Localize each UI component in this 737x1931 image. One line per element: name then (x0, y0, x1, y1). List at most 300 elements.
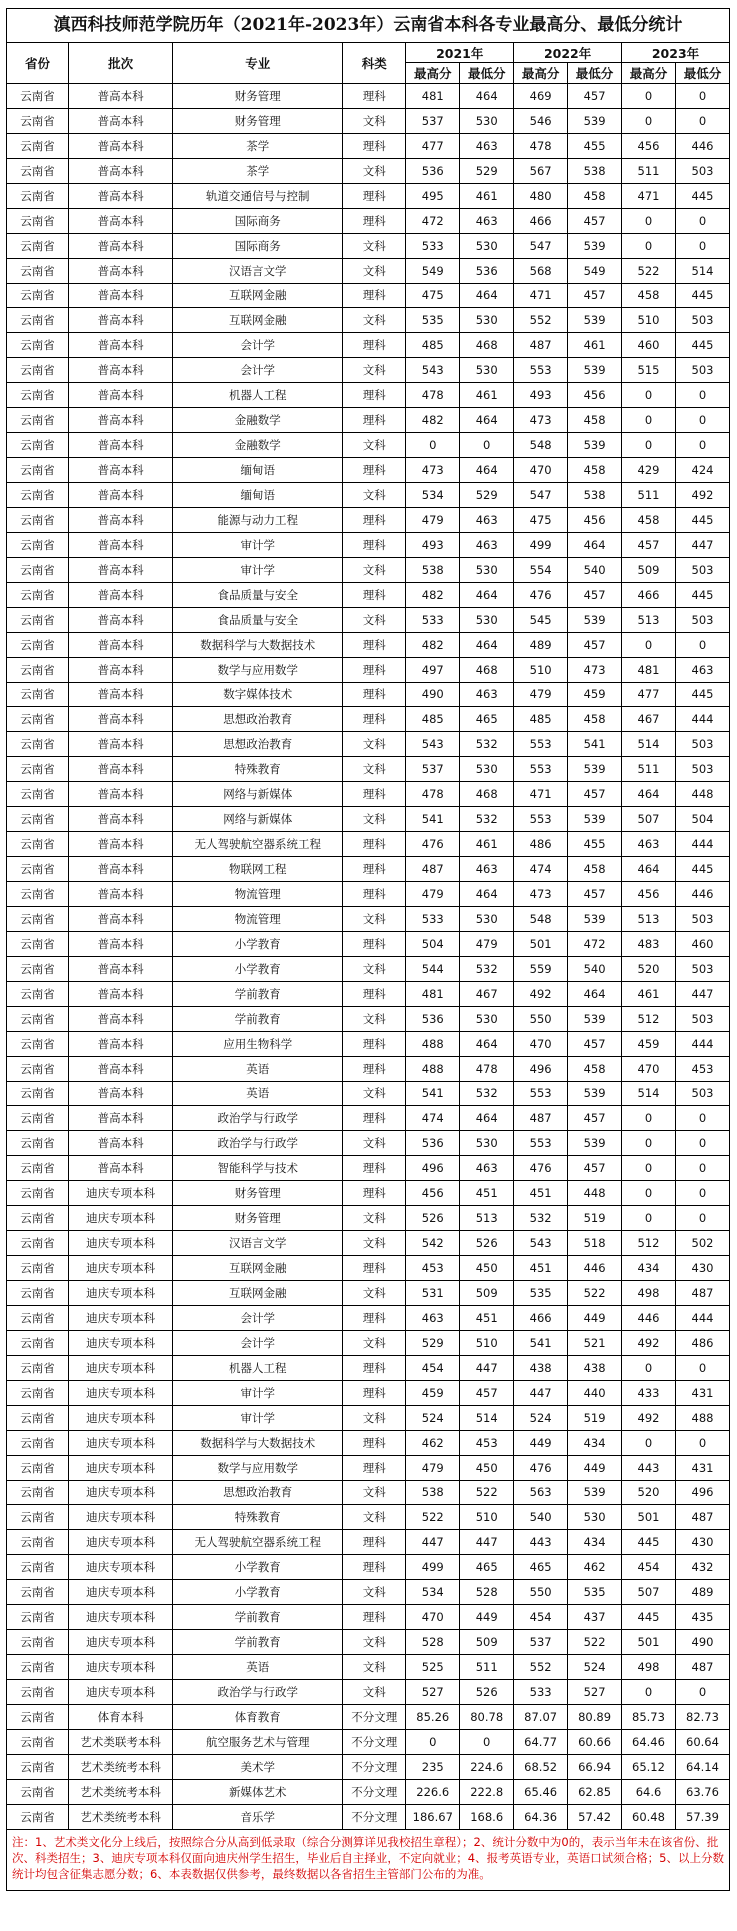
cell-batch: 普高本科 (68, 832, 172, 857)
cell-subject: 文科 (343, 956, 406, 981)
cell-2023-min: 444 (675, 707, 729, 732)
cell-2023-max: 85.73 (622, 1704, 676, 1729)
cell-batch: 普高本科 (68, 233, 172, 258)
cell-major: 金融数学 (173, 408, 343, 433)
cell-subject: 理科 (343, 931, 406, 956)
cell-batch: 普高本科 (68, 657, 172, 682)
cell-2021-max: 478 (406, 782, 460, 807)
cell-2022-max: 443 (514, 1530, 568, 1555)
cell-2023-min: 503 (675, 956, 729, 981)
cell-2021-min: 464 (460, 458, 514, 483)
cell-2023-min: 64.14 (675, 1754, 729, 1779)
cell-2023-max: 0 (622, 1430, 676, 1455)
cell-province: 云南省 (7, 84, 69, 109)
cell-2021-min: 464 (460, 84, 514, 109)
cell-2022-min: 540 (568, 557, 622, 582)
cell-major: 数学与应用数学 (173, 657, 343, 682)
cell-batch: 普高本科 (68, 882, 172, 907)
cell-2023-min: 0 (675, 1206, 729, 1231)
cell-batch: 迪庆专项本科 (68, 1256, 172, 1281)
cell-2023-min: 487 (675, 1655, 729, 1680)
cell-2021-min: 530 (460, 308, 514, 333)
cell-province: 云南省 (7, 1455, 69, 1480)
cell-2023-max: 464 (622, 857, 676, 882)
cell-2023-min: 503 (675, 607, 729, 632)
cell-major: 音乐学 (173, 1804, 343, 1829)
cell-2023-max: 512 (622, 1006, 676, 1031)
cell-major: 食品质量与安全 (173, 582, 343, 607)
cell-province: 云南省 (7, 233, 69, 258)
cell-major: 学前教育 (173, 1006, 343, 1031)
cell-province: 云南省 (7, 1305, 69, 1330)
cell-2022-max: 485 (514, 707, 568, 732)
cell-province: 云南省 (7, 956, 69, 981)
cell-2021-min: 510 (460, 1330, 514, 1355)
cell-2023-min: 503 (675, 158, 729, 183)
cell-major: 应用生物科学 (173, 1031, 343, 1056)
cell-province: 云南省 (7, 507, 69, 532)
table-row (7, 782, 730, 807)
cell-province: 云南省 (7, 208, 69, 233)
cell-2023-max: 477 (622, 682, 676, 707)
cell-2021-max: 475 (406, 283, 460, 308)
cell-subject: 文科 (343, 607, 406, 632)
cell-2021-min: 464 (460, 1031, 514, 1056)
cell-major: 机器人工程 (173, 383, 343, 408)
cell-2022-min: 449 (568, 1305, 622, 1330)
cell-batch: 普高本科 (68, 507, 172, 532)
table-row (7, 906, 730, 931)
cell-province: 云南省 (7, 857, 69, 882)
cell-2023-max: 467 (622, 707, 676, 732)
cell-2023-min: 0 (675, 1430, 729, 1455)
cell-2022-min: 524 (568, 1655, 622, 1680)
cell-2022-min: 457 (568, 84, 622, 109)
cell-2021-min: 468 (460, 782, 514, 807)
cell-province: 云南省 (7, 1655, 69, 1680)
cell-2021-min: 478 (460, 1056, 514, 1081)
table-row (7, 1630, 730, 1655)
cell-2022-max: 496 (514, 1056, 568, 1081)
cell-2021-min: 479 (460, 931, 514, 956)
cell-2023-max: 461 (622, 981, 676, 1006)
cell-subject: 文科 (343, 1281, 406, 1306)
cell-2022-max: 474 (514, 857, 568, 882)
cell-2022-max: 451 (514, 1181, 568, 1206)
header-batch: 批次 (68, 43, 172, 84)
cell-2022-min: 538 (568, 483, 622, 508)
cell-2022-min: 457 (568, 1106, 622, 1131)
cell-2023-min: 453 (675, 1056, 729, 1081)
cell-2022-max: 547 (514, 483, 568, 508)
cell-2022-max: 438 (514, 1355, 568, 1380)
cell-2023-max: 0 (622, 1106, 676, 1131)
table-row (7, 1131, 730, 1156)
cell-2022-min: 456 (568, 507, 622, 532)
cell-province: 云南省 (7, 1330, 69, 1355)
cell-2021-min: 463 (460, 133, 514, 158)
cell-2021-max: 544 (406, 956, 460, 981)
cell-subject: 文科 (343, 757, 406, 782)
cell-2023-min: 0 (675, 433, 729, 458)
cell-province: 云南省 (7, 607, 69, 632)
cell-2021-min: 532 (460, 807, 514, 832)
cell-2021-max: 479 (406, 882, 460, 907)
cell-province: 云南省 (7, 1181, 69, 1206)
cell-subject: 文科 (343, 1655, 406, 1680)
table-row (7, 1405, 730, 1430)
cell-2023-max: 446 (622, 1305, 676, 1330)
cell-2021-min: 530 (460, 233, 514, 258)
cell-2021-max: 482 (406, 408, 460, 433)
cell-batch: 迪庆专项本科 (68, 1281, 172, 1306)
cell-major: 机器人工程 (173, 1355, 343, 1380)
cell-2022-max: 559 (514, 956, 568, 981)
cell-major: 审计学 (173, 532, 343, 557)
cell-subject: 文科 (343, 1231, 406, 1256)
cell-2021-max: 497 (406, 657, 460, 682)
cell-subject: 文科 (343, 433, 406, 458)
cell-subject: 理科 (343, 657, 406, 682)
cell-province: 云南省 (7, 557, 69, 582)
cell-province: 云南省 (7, 1704, 69, 1729)
cell-2021-max: 488 (406, 1031, 460, 1056)
cell-2021-min: 530 (460, 358, 514, 383)
cell-2023-min: 445 (675, 682, 729, 707)
cell-2021-min: 463 (460, 682, 514, 707)
cell-batch: 普高本科 (68, 483, 172, 508)
cell-batch: 迪庆专项本科 (68, 1680, 172, 1705)
cell-2022-min: 456 (568, 383, 622, 408)
cell-2023-min: 445 (675, 507, 729, 532)
cell-province: 云南省 (7, 682, 69, 707)
cell-2023-max: 483 (622, 931, 676, 956)
cell-province: 云南省 (7, 657, 69, 682)
cell-subject: 理科 (343, 582, 406, 607)
cell-2023-min: 503 (675, 358, 729, 383)
cell-2021-max: 454 (406, 1355, 460, 1380)
cell-major: 物流管理 (173, 882, 343, 907)
cell-2023-max: 481 (622, 657, 676, 682)
table-row (7, 408, 730, 433)
cell-2023-min: 0 (675, 1680, 729, 1705)
cell-province: 云南省 (7, 1056, 69, 1081)
cell-province: 云南省 (7, 632, 69, 657)
cell-2022-min: 461 (568, 333, 622, 358)
cell-major: 美术学 (173, 1754, 343, 1779)
cell-2023-max: 492 (622, 1405, 676, 1430)
table-row (7, 657, 730, 682)
cell-subject: 文科 (343, 1505, 406, 1530)
table-row (7, 507, 730, 532)
cell-2023-max: 443 (622, 1455, 676, 1480)
cell-major: 英语 (173, 1655, 343, 1680)
cell-2022-min: 458 (568, 1056, 622, 1081)
cell-batch: 艺术类统考本科 (68, 1779, 172, 1804)
cell-batch: 普高本科 (68, 208, 172, 233)
table-row (7, 1580, 730, 1605)
cell-2022-min: 539 (568, 1131, 622, 1156)
cell-2023-max: 459 (622, 1031, 676, 1056)
cell-2022-min: 457 (568, 283, 622, 308)
cell-subject: 理科 (343, 507, 406, 532)
cell-batch: 普高本科 (68, 1131, 172, 1156)
cell-2021-max: 537 (406, 757, 460, 782)
cell-subject: 理科 (343, 1305, 406, 1330)
cell-2021-max: 535 (406, 308, 460, 333)
table-row (7, 383, 730, 408)
cell-major: 小学教育 (173, 931, 343, 956)
cell-subject: 文科 (343, 1405, 406, 1430)
table-row (7, 757, 730, 782)
cell-2022-max: 478 (514, 133, 568, 158)
cell-2023-max: 464 (622, 782, 676, 807)
cell-subject: 理科 (343, 882, 406, 907)
cell-2023-min: 444 (675, 1031, 729, 1056)
cell-2023-max: 513 (622, 906, 676, 931)
cell-2022-min: 448 (568, 1181, 622, 1206)
cell-2022-min: 539 (568, 308, 622, 333)
cell-batch: 迪庆专项本科 (68, 1380, 172, 1405)
cell-2023-max: 0 (622, 383, 676, 408)
table-row (7, 183, 730, 208)
cell-2021-min: 526 (460, 1231, 514, 1256)
cell-subject: 理科 (343, 707, 406, 732)
cell-2022-min: 458 (568, 458, 622, 483)
cell-2022-max: 476 (514, 582, 568, 607)
table-row (7, 458, 730, 483)
cell-2022-min: 458 (568, 707, 622, 732)
cell-2022-max: 471 (514, 782, 568, 807)
cell-2021-max: 463 (406, 1305, 460, 1330)
cell-subject: 理科 (343, 632, 406, 657)
cell-2021-max: 542 (406, 1231, 460, 1256)
cell-2022-min: 539 (568, 358, 622, 383)
cell-major: 会计学 (173, 1305, 343, 1330)
cell-major: 学前教育 (173, 1630, 343, 1655)
cell-major: 智能科学与技术 (173, 1156, 343, 1181)
cell-2021-max: 479 (406, 1455, 460, 1480)
cell-2021-min: 464 (460, 632, 514, 657)
cell-2021-max: 487 (406, 857, 460, 882)
cell-2023-max: 522 (622, 258, 676, 283)
cell-province: 云南省 (7, 832, 69, 857)
cell-batch: 普高本科 (68, 1031, 172, 1056)
cell-2021-max: 525 (406, 1655, 460, 1680)
cell-batch: 迪庆专项本科 (68, 1555, 172, 1580)
cell-2022-max: 473 (514, 882, 568, 907)
cell-batch: 迪庆专项本科 (68, 1605, 172, 1630)
header-min-2022: 最低分 (568, 63, 622, 84)
cell-major: 互联网金融 (173, 1281, 343, 1306)
cell-2022-max: 550 (514, 1006, 568, 1031)
cell-province: 云南省 (7, 1480, 69, 1505)
cell-2022-min: 522 (568, 1281, 622, 1306)
cell-batch: 普高本科 (68, 1106, 172, 1131)
cell-2023-min: 503 (675, 308, 729, 333)
cell-2023-min: 0 (675, 233, 729, 258)
cell-2022-max: 543 (514, 1231, 568, 1256)
cell-province: 云南省 (7, 882, 69, 907)
cell-batch: 普高本科 (68, 258, 172, 283)
cell-province: 云南省 (7, 133, 69, 158)
cell-2021-max: 474 (406, 1106, 460, 1131)
cell-batch: 普高本科 (68, 707, 172, 732)
cell-major: 审计学 (173, 1380, 343, 1405)
table-body (7, 84, 730, 1830)
cell-2023-max: 471 (622, 183, 676, 208)
cell-subject: 不分文理 (343, 1754, 406, 1779)
cell-2021-min: 463 (460, 1156, 514, 1181)
cell-2021-max: 447 (406, 1530, 460, 1555)
cell-2021-min: 514 (460, 1405, 514, 1430)
cell-2022-min: 540 (568, 956, 622, 981)
cell-2023-max: 0 (622, 1206, 676, 1231)
cell-batch: 普高本科 (68, 458, 172, 483)
cell-batch: 普高本科 (68, 782, 172, 807)
cell-province: 云南省 (7, 1131, 69, 1156)
cell-2022-max: 524 (514, 1405, 568, 1430)
cell-2023-max: 0 (622, 208, 676, 233)
cell-2023-min: 488 (675, 1405, 729, 1430)
cell-2022-min: 459 (568, 682, 622, 707)
cell-subject: 理科 (343, 208, 406, 233)
cell-2023-min: 490 (675, 1630, 729, 1655)
cell-2022-max: 545 (514, 607, 568, 632)
cell-2022-min: 519 (568, 1206, 622, 1231)
cell-2023-min: 82.73 (675, 1704, 729, 1729)
cell-2022-min: 458 (568, 857, 622, 882)
cell-2021-max: 485 (406, 333, 460, 358)
cell-2021-max: 482 (406, 582, 460, 607)
table-row (7, 1256, 730, 1281)
cell-major: 特殊教育 (173, 757, 343, 782)
cell-batch: 普高本科 (68, 408, 172, 433)
cell-2023-min: 57.39 (675, 1804, 729, 1829)
cell-2021-min: 532 (460, 956, 514, 981)
cell-province: 云南省 (7, 1605, 69, 1630)
cell-subject: 理科 (343, 408, 406, 433)
cell-2021-max: 549 (406, 258, 460, 283)
cell-2022-min: 457 (568, 582, 622, 607)
cell-2022-max: 466 (514, 208, 568, 233)
cell-2022-min: 535 (568, 1580, 622, 1605)
cell-2022-min: 434 (568, 1430, 622, 1455)
cell-2022-min: 80.89 (568, 1704, 622, 1729)
cell-major: 会计学 (173, 333, 343, 358)
cell-major: 审计学 (173, 557, 343, 582)
cell-2023-max: 466 (622, 582, 676, 607)
cell-batch: 艺术类统考本科 (68, 1754, 172, 1779)
cell-2021-min: 222.8 (460, 1779, 514, 1804)
cell-2021-min: 447 (460, 1530, 514, 1555)
cell-subject: 文科 (343, 732, 406, 757)
cell-subject: 理科 (343, 1106, 406, 1131)
cell-subject: 文科 (343, 1081, 406, 1106)
cell-2022-max: 475 (514, 507, 568, 532)
cell-subject: 理科 (343, 1056, 406, 1081)
cell-major: 能源与动力工程 (173, 507, 343, 532)
cell-2023-min: 514 (675, 258, 729, 283)
cell-2021-max: 528 (406, 1630, 460, 1655)
table-row (7, 1006, 730, 1031)
cell-2021-min: 451 (460, 1305, 514, 1330)
cell-province: 云南省 (7, 1505, 69, 1530)
cell-batch: 普高本科 (68, 981, 172, 1006)
cell-2021-max: 529 (406, 1330, 460, 1355)
cell-2023-max: 463 (622, 832, 676, 857)
cell-2022-min: 521 (568, 1330, 622, 1355)
cell-batch: 迪庆专项本科 (68, 1181, 172, 1206)
cell-2021-max: 482 (406, 632, 460, 657)
cell-2022-max: 568 (514, 258, 568, 283)
cell-2021-max: 541 (406, 807, 460, 832)
cell-batch: 迪庆专项本科 (68, 1455, 172, 1480)
table-row (7, 582, 730, 607)
cell-2023-max: 445 (622, 1605, 676, 1630)
cell-2022-min: 438 (568, 1355, 622, 1380)
cell-2022-max: 546 (514, 108, 568, 133)
cell-2023-max: 457 (622, 532, 676, 557)
cell-subject: 不分文理 (343, 1804, 406, 1829)
cell-2022-min: 440 (568, 1380, 622, 1405)
cell-2022-min: 464 (568, 532, 622, 557)
cell-major: 金融数学 (173, 433, 343, 458)
cell-2022-min: 530 (568, 1505, 622, 1530)
cell-2021-max: 499 (406, 1555, 460, 1580)
cell-2022-min: 458 (568, 408, 622, 433)
header-min-2023: 最低分 (675, 63, 729, 84)
cell-province: 云南省 (7, 582, 69, 607)
cell-2022-min: 66.94 (568, 1754, 622, 1779)
cell-2021-min: 0 (460, 433, 514, 458)
cell-2023-min: 486 (675, 1330, 729, 1355)
cell-batch: 普高本科 (68, 632, 172, 657)
cell-major: 政治学与行政学 (173, 1131, 343, 1156)
cell-subject: 理科 (343, 981, 406, 1006)
cell-subject: 文科 (343, 906, 406, 931)
cell-2022-min: 539 (568, 906, 622, 931)
cell-2021-max: 543 (406, 358, 460, 383)
cell-2023-max: 0 (622, 84, 676, 109)
cell-2023-max: 64.46 (622, 1729, 676, 1754)
cell-2022-min: 539 (568, 433, 622, 458)
cell-2022-max: 535 (514, 1281, 568, 1306)
cell-2021-min: 461 (460, 183, 514, 208)
table-row (7, 682, 730, 707)
cell-major: 体育教育 (173, 1704, 343, 1729)
cell-2021-min: 463 (460, 507, 514, 532)
cell-subject: 理科 (343, 1355, 406, 1380)
cell-2021-max: 0 (406, 433, 460, 458)
cell-subject: 文科 (343, 1131, 406, 1156)
cell-2023-min: 432 (675, 1555, 729, 1580)
cell-major: 茶学 (173, 158, 343, 183)
cell-major: 思想政治教育 (173, 707, 343, 732)
cell-2023-min: 492 (675, 483, 729, 508)
cell-major: 特殊教育 (173, 1505, 343, 1530)
cell-2022-min: 538 (568, 158, 622, 183)
cell-2023-max: 0 (622, 1156, 676, 1181)
cell-2021-min: 451 (460, 1181, 514, 1206)
cell-2021-max: 495 (406, 183, 460, 208)
cell-2021-max: 462 (406, 1430, 460, 1455)
cell-subject: 理科 (343, 782, 406, 807)
cell-province: 云南省 (7, 1256, 69, 1281)
cell-province: 云南省 (7, 383, 69, 408)
cell-2023-min: 460 (675, 931, 729, 956)
cell-2022-max: 451 (514, 1256, 568, 1281)
